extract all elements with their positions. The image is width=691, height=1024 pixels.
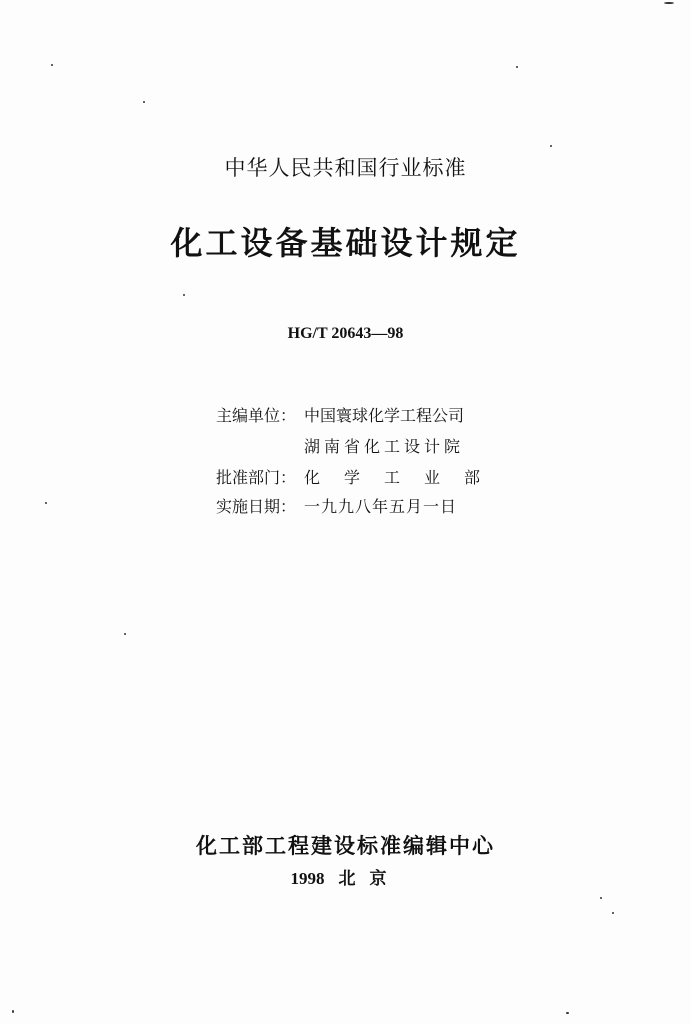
editor-row bbox=[216, 404, 464, 428]
standard-number: HG/T 20643—98 bbox=[287, 325, 404, 342]
scan-speck bbox=[516, 66, 518, 68]
scan-speck bbox=[45, 502, 47, 504]
imprint-city: 北京 bbox=[338, 869, 401, 888]
scan-speck bbox=[600, 897, 602, 899]
scan-speck bbox=[12, 1010, 14, 1013]
document-title: 化工设备基础设计规定 bbox=[170, 224, 521, 262]
document-supertitle: 中华人民共和国行业标准 bbox=[224, 156, 467, 180]
editor-unit-2: 湖南省化工设计院 bbox=[304, 437, 465, 456]
editor-row-2 bbox=[216, 435, 464, 459]
date-value: 一九九八年五月一日 bbox=[304, 497, 458, 516]
scan-speck bbox=[550, 145, 552, 147]
editor-label: 主编单位： bbox=[216, 406, 297, 425]
date-label: 实施日期： bbox=[216, 497, 297, 516]
scan-speck bbox=[143, 101, 145, 103]
scan-speck bbox=[183, 294, 185, 296]
scan-speck bbox=[612, 912, 614, 914]
imprint-year: 1998 bbox=[290, 869, 325, 888]
scan-speck bbox=[51, 64, 53, 66]
date-row bbox=[216, 495, 457, 519]
approver-label: 批准部门： bbox=[216, 468, 297, 487]
imprint bbox=[0, 864, 691, 889]
approver-value: 化学工业部 bbox=[304, 468, 505, 487]
scan-speck bbox=[566, 1012, 569, 1014]
scan-speck bbox=[664, 2, 674, 4]
editor-unit-1: 中国寰球化学工程公司 bbox=[304, 406, 465, 425]
publisher: 化工部工程建设标准编辑中心 bbox=[196, 834, 495, 858]
scan-speck bbox=[124, 633, 126, 635]
approver-row bbox=[216, 466, 504, 490]
